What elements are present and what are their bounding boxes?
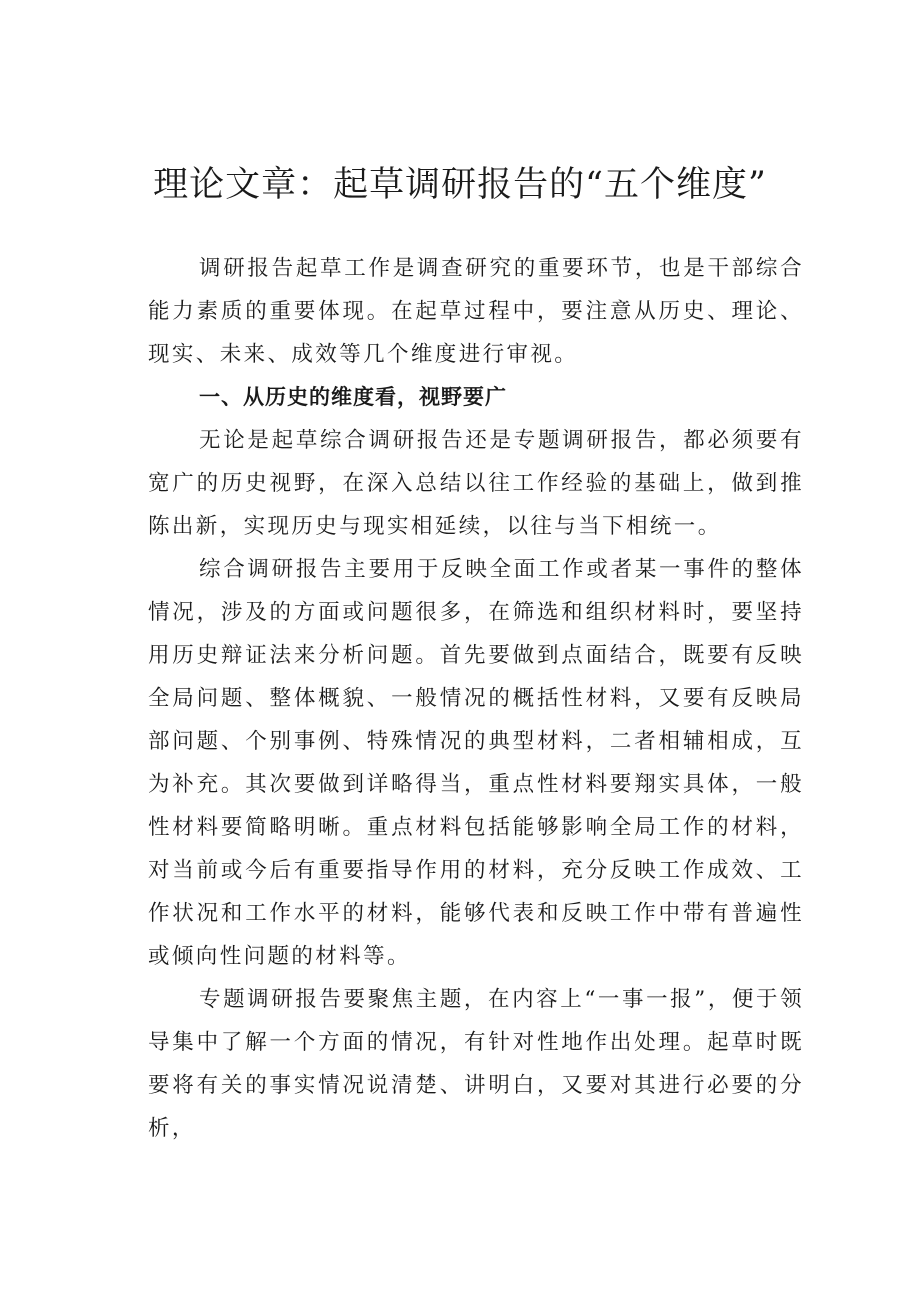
article-body (148, 247, 804, 1150)
page-title: 理论文章：起草调研报告的“五个维度” (153, 165, 767, 205)
section-heading-history: 一、从历史的维度看，视野要广 (199, 385, 507, 409)
intro-paragraph: 调研报告起草工作是调查研究的重要环节，也是干部综合能力素质的重要体现。在起草过程中，要注意从历史、理论、现实、未来、成效等几个维度进行审视。 (148, 256, 804, 367)
section-paragraph-1: 无论是起草综合调研报告还是专题调研报告，都必须要有宽广的历史视野，在深入总结以往工作经验的基础上，做到推陈出新，实现历史与现实相延续，以往与当下相统一。 (148, 428, 804, 539)
section-paragraph-2: 综合调研报告主要用于反映全面工作或者某一事件的整体情况，涉及的方面或问题很多，在筛选和组织材料时，要坚持用历史辩证法来分析问题。首先要做到点面结合，既要有反映全局问题、整体概貌、一般情况的概括性材料，又要有反映局部问题、个别事例、特殊情况的典型材料，二者相辅相成，互为补充。其次要做到详略得当，重点性材料要翔实具体，一般性材料要简略明晰。重点材料包括能够影响全局工作的材料，对当前或今后有重要指导作用的材料，充分反映工作成效、工作状况和工作水平的材料，能够代表和反映工作中带有普遍性或倾向性问题的材料等。 (148, 557, 804, 969)
section-paragraph-3: 专题调研报告要聚焦主题，在内容上“一事一报”，便于领导集中了解一个方面的情况，有针对性地作出处理。起草时既要将有关的事实情况说清楚、讲明白，又要对其进行必要的分析， (148, 987, 804, 1141)
